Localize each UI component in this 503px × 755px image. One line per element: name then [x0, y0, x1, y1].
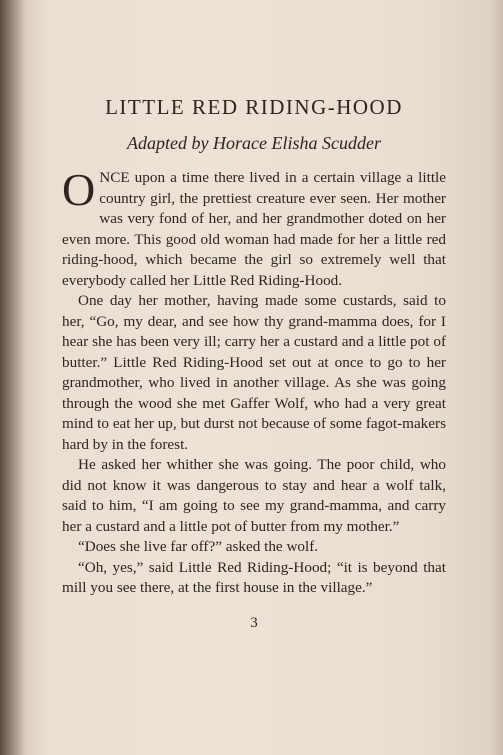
drop-cap: O — [62, 164, 96, 215]
byline: Adapted by Horace Elisha Scudder — [127, 133, 381, 153]
paragraph-3: He asked her whither she was going. The poor child, who did not know it was dangerous to stay and hear a wolf talk, said to him, “I am going to see my grand-mamma, and carry her a custard and a little pot of butter from my mother.” — [62, 456, 446, 535]
paragraph-2: One day her mother, having made some custards, said to her, “Go, my dear, and see how thy grand-mamma does, for I hear she has been very ill; carry her a custard and a little pot of butter.” Little Red Riding-Hood set out at once to go to her grandmother, who lived in another village. As she was going through the wood she met Gaffer Wolf, who had a very great mind to eat her up, but durst not because of some fagot-makers hard by in the forest. — [62, 292, 446, 453]
page-number: 3 — [250, 614, 258, 631]
paragraph-5: “Oh, yes,” said Little Red Riding-Hood; “it is beyond that mill you see there, at the first house in the village.” — [62, 558, 446, 596]
paragraph-1 — [62, 164, 446, 291]
story-title: LITTLE RED RIDING-HOOD — [105, 95, 403, 119]
paragraph-1-text: NCE upon a time there lived in a certain village a little country girl, the prettiest creature ever seen. Her mother was very fond of her, and her grandmother doted on her even more. This good old woman had made for her a little red riding-hood, which became the girl so extremely well that everybody called her Little Red Riding-Hood. — [62, 169, 446, 289]
paragraph-4: “Does she live far off?” asked the wolf. — [78, 538, 319, 555]
page-content — [62, 94, 446, 632]
